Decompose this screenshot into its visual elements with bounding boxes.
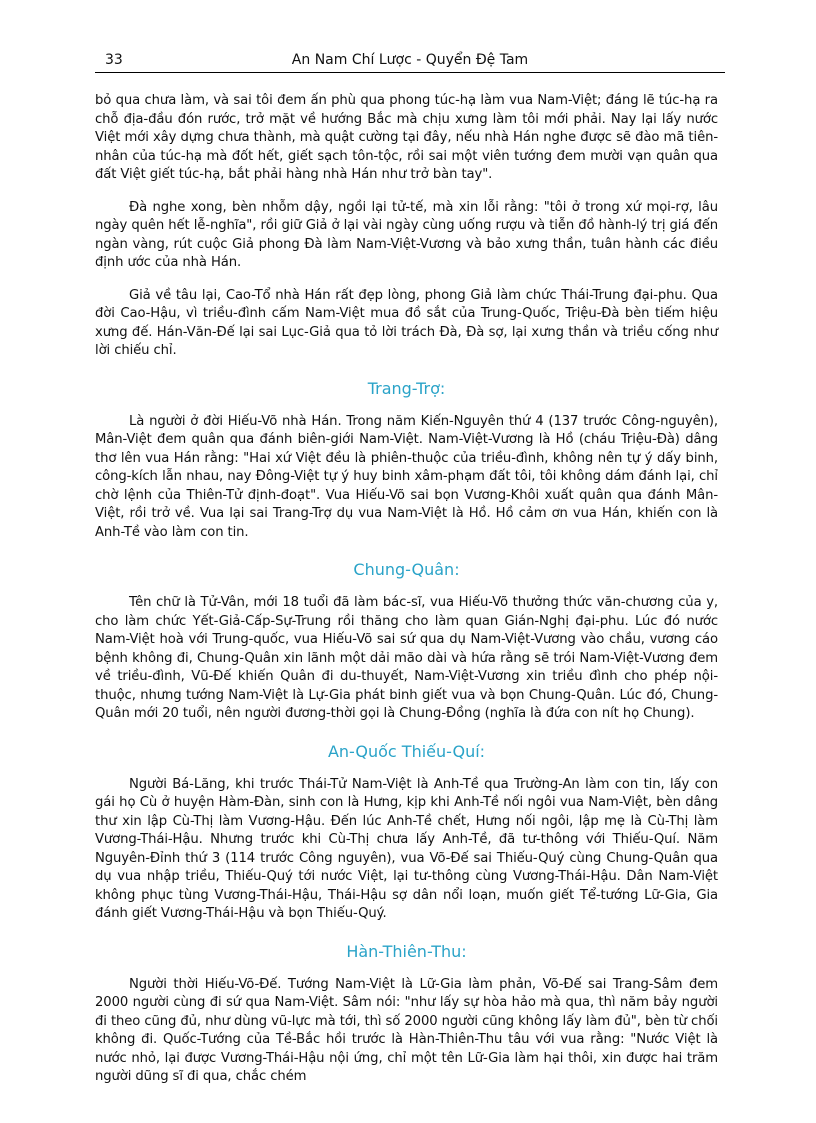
paragraph: bỏ qua chưa làm, và sai tôi đem ấn phù qua phong túc-hạ làm vua Nam-Việt; đáng lẽ túc-hạ ra chỗ địa-đầu đón rước, trở mặt về hướng Bắc mà chịu xưng làm tôi mới phải. Nay lại lấy nước Việt mới xây dựng chưa thành, mà quật cường tại đây, nếu nhà Hán nghe được sẽ đào mã tiên-nhân của túc-hạ mà đốt hết, giết sạch tôn-tộc, rồi sai một viên tướng đem mười vạn quân qua đất Việt giết túc-hạ, bắt phải hàng nhà Hán như trở bàn tay".	[95, 93, 718, 182]
section-heading-han-thien-thu: Hàn-Thiên-Thu:	[346, 941, 467, 961]
paragraph: Giả về tâu lại, Cao-Tổ nhà Hán rất đẹp lòng, phong Giả làm chức Thái-Trung đại-phu. Qua đời Cao-Hậu, vì triều-đình cấm Nam-Việt mua đồ sắt của Trung-Quốc, Triệu-Đà bèn tiếm hiệu xưng đế. Hán-Văn-Đế lại sai Lục-Giả qua tỏ lời trách Đà, Đà sợ, lại xưng thần và triều cống như lời chiếu chỉ.	[95, 287, 718, 358]
section-heading-chung-quan: Chung-Quân:	[353, 560, 460, 579]
paragraph: Người Bá-Lăng, khi trước Thái-Tử Nam-Việt là Anh-Tề qua Trường-An làm con tin, lấy con gái họ Cù ở huyện Hàm-Đàn, sinh con là Hưng, kịp khi Anh-Tề nối ngôi vua Nam-Việt, bèn dâng thư xin lập Cù-Thị làm Vương-Hậu. Đến lúc Anh-Tề chết, Hưng nối ngôi, lập mẹ là Cù-Thị làm Vương-Thái-Hậu. Nhưng trước khi Cù-Thị chưa lấy Anh-Tề, đã tư-thông với Thiếu-Quí. Năm Nguyên-Đỉnh thứ 3 (114 trước Công nguyên), vua Võ-Đế sai Thiếu-Quý cùng Chung-Quân qua dụ vua nhập triều, Thiếu-Quý tới nước Việt, lại tư-thông cùng Vương-Thái-Hậu. Dân Nam-Việt không phục tùng Vương-Thái-Hậu, Thái-Hậu sợ dân nổi loạn, muốn giết Tể-tướng Lữ-Gia, Gia đánh giết Vương-Thái-Hậu và bọn Thiếu-Quý.	[95, 776, 718, 921]
section-heading-trang-tro: Trang-Trợ:	[367, 378, 446, 398]
section-heading-an-quoc-thieu-qui: An-Quốc Thiếu-Quí:	[327, 741, 486, 761]
paragraph: Tên chữ là Tử-Vân, mới 18 tuổi đã làm bác-sĩ, vua Hiếu-Võ thưởng thức văn-chương của y, cho làm chức Yết-Giả-Cấp-Sự-Trung rồi thăng cho làm quan Gián-Nghị đại-phu. Lúc đó nước Nam-Việt hoà với Trung-quốc, vua Hiếu-Võ sai sứ qua dụ Nam-Việt-Vương vào chầu, vương cáo bệnh không đi, Chung-Quân xin lãnh một dải mão dài và hứa rằng sẽ trói Nam-Việt-Vương đem về triều-đình, Vũ-Đế khiến Quân đi du-thuyết, Nam-Việt-Vương xin triều đình cho phép nội-thuộc, nhưng tướng Nam-Việt là Lự-Gia phát binh giết vua và bọn Chung-Quân. Lúc đó, Chung-Quân mới 20 tuổi, nên người đương-thời gọi là Chung-Đồng (nghĩa là đứa con nít họ Chung).	[95, 595, 718, 721]
paragraph: Người thời Hiếu-Võ-Đế. Tướng Nam-Việt là Lữ-Gia làm phản, Võ-Đế sai Trang-Sâm đem 2000 người cùng đi sứ qua Nam-Việt. Sâm nói: "như lấy sự hòa hảo mà qua, thì năm bảy người đi theo cũng đủ, như dùng vũ-lực mà tới, thì số 2000 người cũng không lấy làm đủ", bèn từ chối không đi. Quốc-Tướng của Tề-Bắc hồi trước là Hàn-Thiên-Thu tâu với vua rằng: "Nước Việt là nước nhỏ, lại được Vương-Thái-Hậu nội ứng, chỉ một tên Lữ-Gia làm hại thôi, xin được hai trăm người dũng sĩ đi qua, chắc chém	[95, 976, 718, 1084]
page-number: 33	[105, 52, 123, 68]
paragraph: Là người ở đời Hiếu-Võ nhà Hán. Trong năm Kiến-Nguyên thứ 4 (137 trước Công-nguyên), Mân-Việt đem quân qua đánh biên-giới Nam-Việt. Nam-Việt-Vương là Hồ (cháu Triệu-Đà) dâng thơ lên vua Hán rằng: "Hai xứ Việt đều là phiên-thuộc của triều-đình, không nên tự ý dấy binh, công-kích lẫn nhau, nay Đông-Việt tự ý huy binh xâm-phạm đất tôi, tôi không dám đánh lại, chỉ chờ lệnh của Thiên-Tử định-đoạt". Vua Hiếu-Võ sai bọn Vương-Khôi xuất quân qua đánh Mân-Việt, rồi trở về. Vua lại sai Trang-Trợ dụ vua Nam-Việt là Hồ. Hồ cảm ơn vua Hán, khiến con là Anh-Tề vào làm con tin.	[95, 413, 718, 540]
page-body	[95, 92, 718, 1101]
paragraph: Đà nghe xong, bèn nhỗm dậy, ngồi lại tử-tế, mà xin lỗi rằng: "tôi ở trong xứ mọi-rợ, lâu ngày quên hết lễ-nghĩa", rồi giữ Giả ở lại vài ngày cùng uống rượu và tiễn đồ hành-lý trị giá đến ngàn vàng, rút cuộc Giả phong Đà làm Nam-Việt-Vương và bảo xưng thần, tuân hành các điều định ước của nhà Hán.	[95, 199, 718, 270]
page-title: An Nam Chí Lược - Quyển Đệ Tam	[291, 52, 529, 68]
page-header	[95, 50, 725, 73]
